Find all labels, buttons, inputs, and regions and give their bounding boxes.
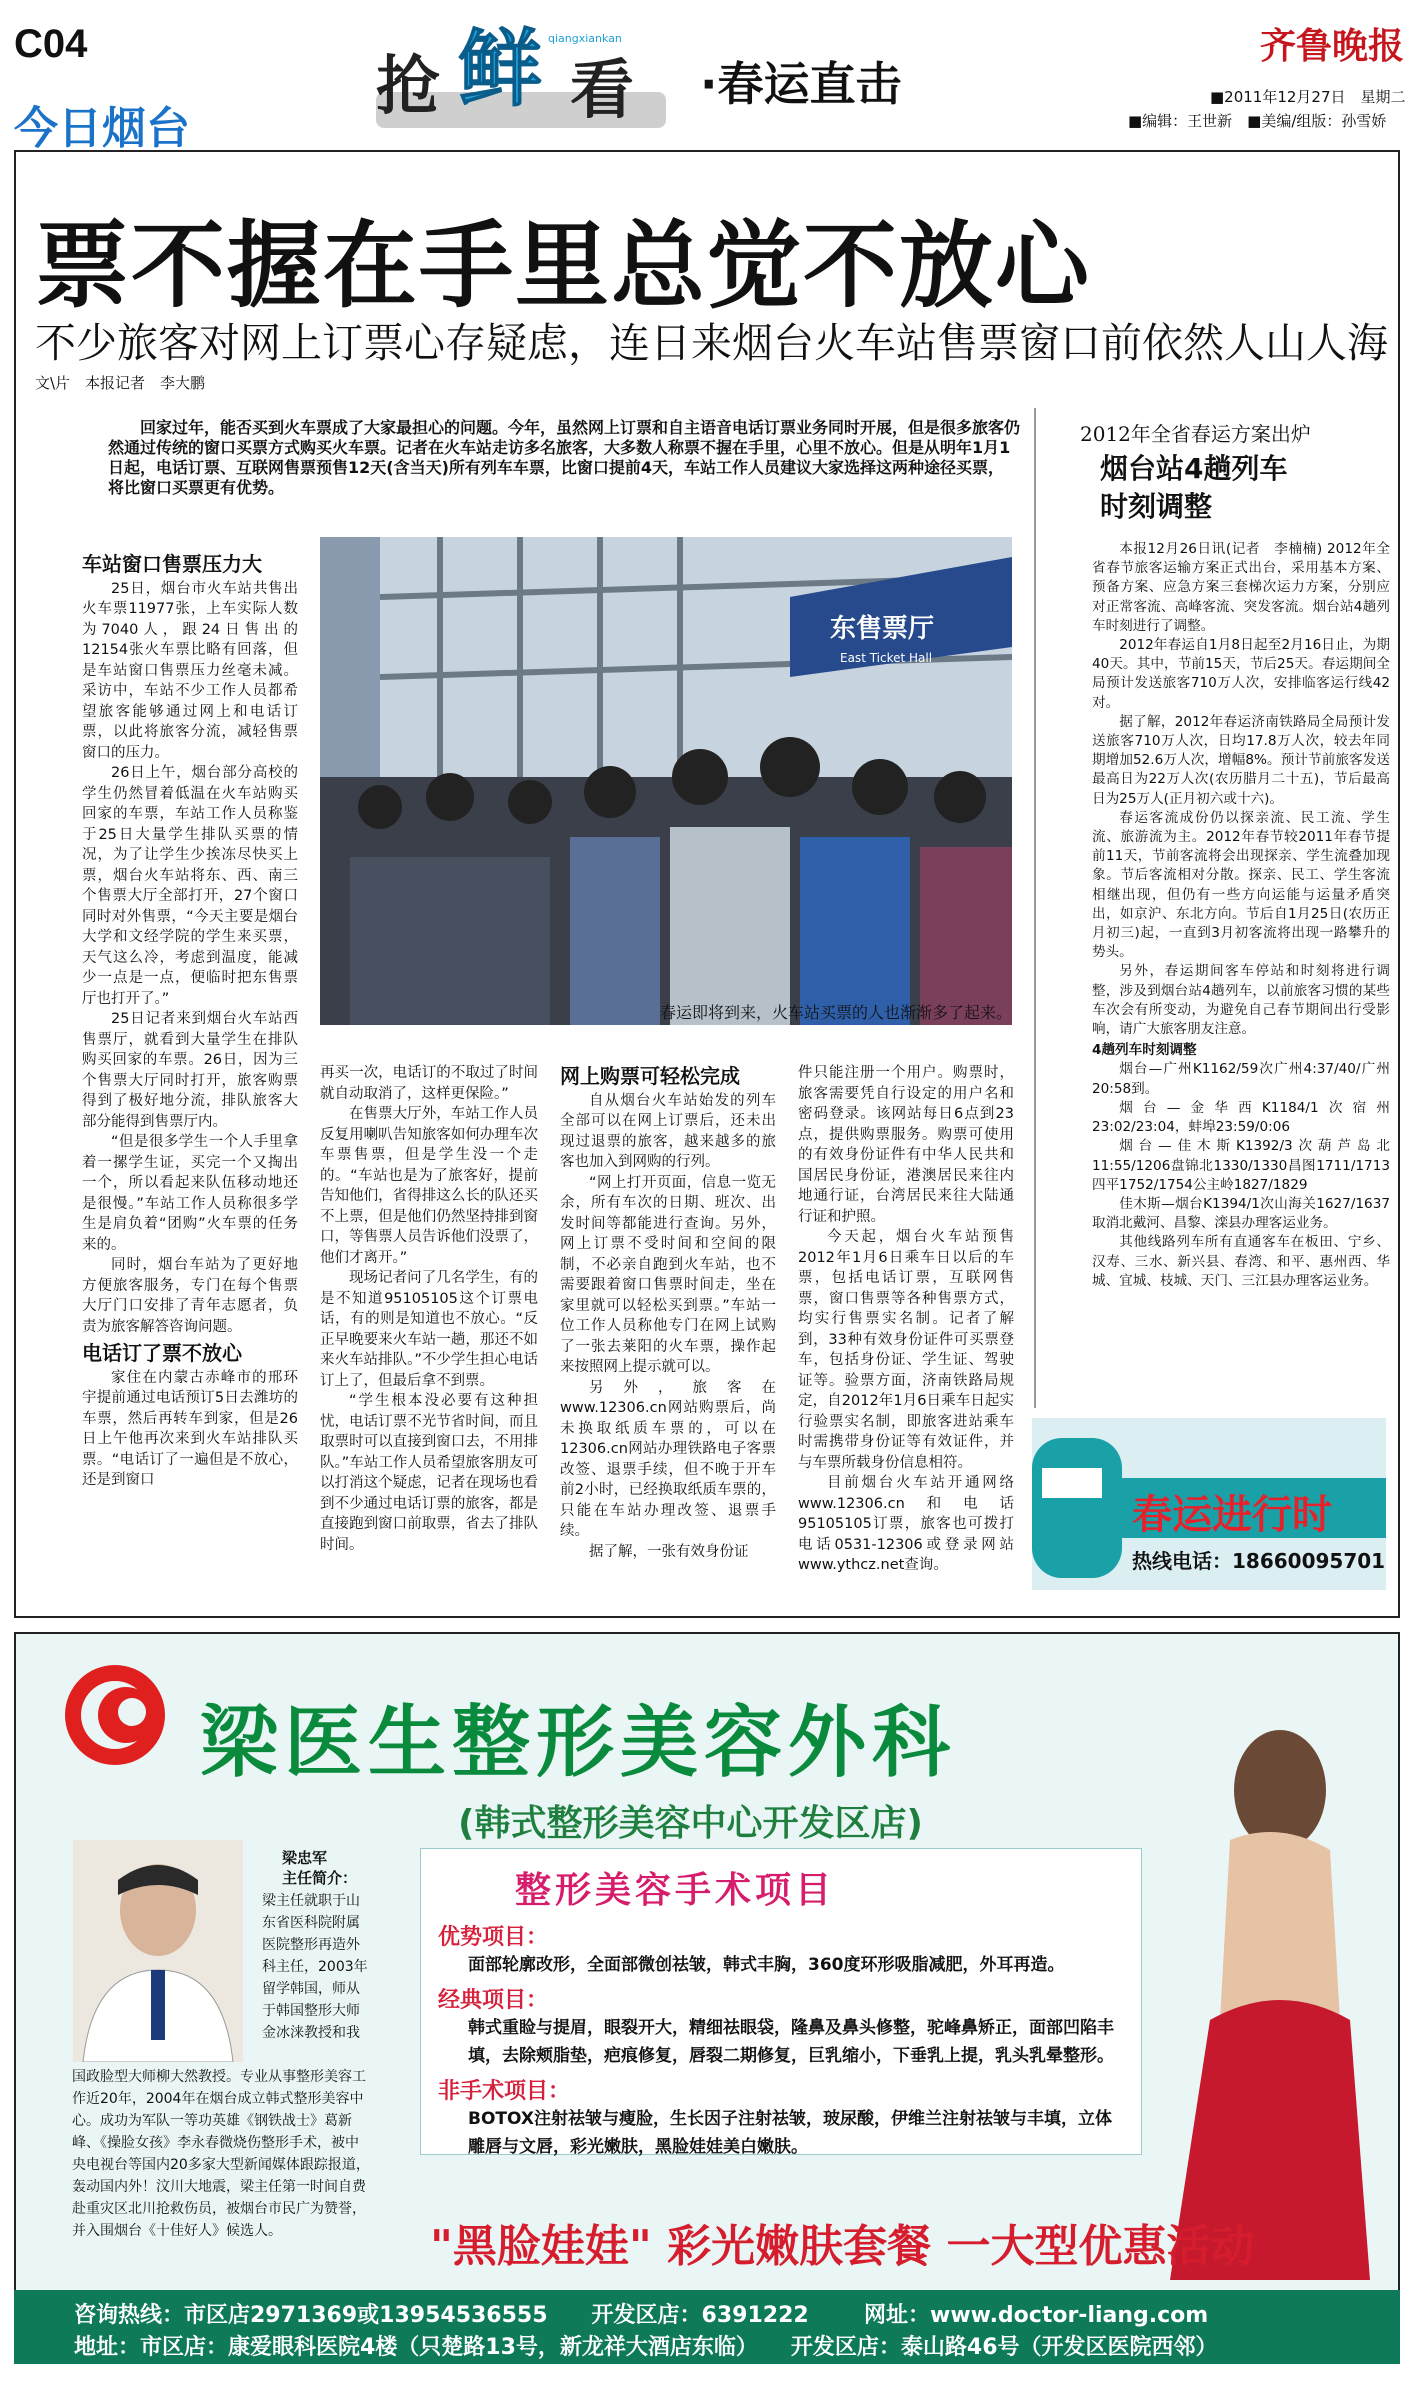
hotline-label: 热线电话： bbox=[1132, 1549, 1232, 1573]
subheadline: 不少旅客对网上订票心存疑虑，连日来烟台火车站售票窗口前依然人山人海 bbox=[35, 319, 1388, 367]
paragraph: 另外，春运期间客车停站和时刻将进行调整，涉及到烟台站4趟列车，以前旅客习惯的某些车次会有所变动，为避免自己春节期间出行受影响，请广大旅客朋友注意。 bbox=[1092, 963, 1390, 1038]
paragraph: 再买一次，电话订的不取过了时间就自动取消了，这样更保险。” bbox=[320, 1065, 538, 1102]
schedule-item: 烟台—广州K1162/59次广州4:37/40/广州20:58到。 bbox=[1092, 1061, 1390, 1097]
byline: 文\片 本报记者 李大鹏 bbox=[35, 374, 206, 392]
consult-phones: 咨询热线：市区店2971369或13954536555 开发区店：6391222 bbox=[74, 2303, 809, 2328]
hotline-banner bbox=[1032, 1418, 1386, 1590]
column-logo bbox=[370, 12, 680, 134]
clinic-logo-icon bbox=[60, 1660, 170, 1770]
paragraph: 25日记者来到烟台火车站西售票厅，就看到大量学生在排队购买回家的车票。26日，因为三个售票大厅同时打开，旅客购票得到了极好地分流，排队旅客大部分能得到售票厅内。 bbox=[82, 1011, 298, 1130]
schedule-item: 烟台—金华西K1184/1次宿州23:02/23:04，蚌埠23:59/0:06 bbox=[1092, 1099, 1390, 1136]
clinic-name: 梁医生整形美容外科 bbox=[200, 1698, 957, 1788]
website: 网址：www.doctor-liang.com bbox=[864, 2303, 1209, 2328]
nonsurgical-heading: 非手术项目： bbox=[438, 2079, 571, 2104]
station-sign: 东售票厅 bbox=[830, 614, 935, 644]
classic-heading: 经典项目： bbox=[438, 1988, 549, 2013]
projects-title: 整形美容手术项目 bbox=[515, 1870, 836, 1911]
advantage-text: 面部轮廓改形，全面部微创祛皱，韩式丰胸，360度环形吸脂减肥，外耳再造。 bbox=[468, 1955, 1065, 1975]
svg-text:抢: 抢 bbox=[376, 50, 440, 124]
paragraph: “但是很多学生一个人手里拿着一摞学生证，买完一个又掏出一个，所以看起来队伍移动地还是很慢。”车站工作人员称很多学生是肩负着“团购”火车票的任务来的。 bbox=[82, 1134, 298, 1253]
paragraph: 2012年春运自1月8日起至2月16日止，为期40天。其中，节前15天，节后25天。春运期间全局预计发送旅客710万人次，安排临客运行线42对。 bbox=[1092, 637, 1390, 711]
addresses: 地址：市区店：康爱眼科医院4楼（只楚路13号，新龙祥大酒店东临） 开发区店：泰山路46号（开发区医院西邻） bbox=[74, 2335, 1218, 2360]
promo-banner: "黑脸娃娃" 彩光嫩肤套餐 一大型优惠活动 bbox=[430, 2221, 1255, 2272]
nonsurgical-text: BOTOX注射祛皱与瘦脸，生长因子注射祛皱，玻尿酸，伊维兰注射祛皱与丰填，立体雕唇与文唇，彩光嫩肤，黑脸娃娃美白嫩肤。 bbox=[468, 2109, 1112, 2157]
hotline-title: 春运进行时 bbox=[1132, 1492, 1332, 1538]
article-column-2 bbox=[320, 1063, 538, 1555]
paragraph: 25日，烟台市火车站共售出火车票11977张，上车实际人数为7040人，跟24日售出的12154张火车票比略有回落，但是车站窗口售票压力丝毫未减。采访中，车站不少工作人员都希望旅客能够通过网上和电话订票，以此将旅客分流，减轻售票窗口的压力。 bbox=[82, 580, 298, 761]
schedule-item: 其他线路列车所有直通客车在板田、宁乡、汉寿、三水、新兴县、春湾、和平、惠州西、华城、宜城、枝城、天门、三江县办理客运业务。 bbox=[1092, 1234, 1390, 1289]
crowd-photo bbox=[320, 537, 1012, 1025]
doctor-bio-2: 国政脸型大师柳大然教授。专业从事整形美容工作近20年，2004年在烟台成立韩式整形美容中心。成功为军队一等功英雄《钢铁战士》葛新峰、《操脸女孩》李永春微烧伤整形手术，被中央电视台等国内20多家大型新闻媒体跟踪报道，轰动国内外！汶川大地震，梁主任第一时间自费赴重灾区北川抢救伤员，被烟台市民广为赞誉，并入围烟台《十佳好人》候选人。 bbox=[72, 2069, 370, 2239]
svg-text:鲜: 鲜 bbox=[458, 20, 543, 118]
logo-graphic bbox=[370, 12, 680, 134]
sidebar-kicker: 2012年全省春运方案出炉 bbox=[1080, 422, 1311, 446]
hotline-number: 18660095701 bbox=[1232, 1549, 1386, 1573]
paragraph: 据了解，2012年春运济南铁路局全局预计发送旅客710万人次，日均17.8万人次，较去年同期增加52.6万人次，增幅8%。预计节前旅客发送最高日为22万人次(农历腊月二十五)，节后最高日为25万人(正月初六或十六)。 bbox=[1092, 713, 1390, 807]
article-column-1 bbox=[82, 548, 298, 1491]
doctor-photo bbox=[73, 1840, 243, 2062]
paragraph: 同时，烟台车站为了更好地方便旅客服务，专门在每个售票大厅门口安排了青年志愿者，负责为旅客解答咨询问题。 bbox=[82, 1257, 298, 1335]
paragraph: 26日上午，烟台部分高校的学生仍然冒着低温在火车站购买回家的车票，车站工作人员称鉴于25日大量学生排队买票的情况，为了让学生少挨冻尽快买上票，烟台火车站将东、西、南三个售票大厅全部打开，27个窗口同时对外售票，“今天主要是烟台大学和文经学院的学生来买票，天气这么冷，考虑到温度，能减少一点是一点，便临时把东售票厅也打开了。” bbox=[82, 765, 298, 1007]
newspaper-brand: 齐鲁晚报 bbox=[1260, 25, 1405, 67]
sidebar-title-line-1: 烟台站4趟列车 bbox=[1100, 452, 1288, 485]
article-column-3 bbox=[560, 1060, 776, 1562]
editor-credit: ■编辑：王世新 ■美编/组版：孙雪娇 bbox=[1128, 112, 1387, 130]
lead-paragraph: 回家过年，能否买到火车票成了大家最担心的问题。今年，虽然网上订票和自主语音电话订票业务同时开展，但是很多旅客仍然通过传统的窗口买票方式购买火车票。记者在火车站走访多名旅客，大多数人称票不握在手里，心里不放心。但是从明年1月1日起，电话订票、互联网售票预售12天(含当天)所有列车车票，比窗口提前4天，车站工作人员建议大家选择这两种途径买票，将比窗口买票更有优势。 bbox=[108, 418, 1021, 497]
section-title: 今日烟台 bbox=[14, 103, 190, 154]
headline: 票不握在手里总觉不放心 bbox=[35, 212, 1092, 321]
svg-text:qiangxiankan: qiangxiankan bbox=[548, 32, 622, 45]
sidebar-title bbox=[1100, 450, 1287, 526]
column-tag: ·春运直击 bbox=[700, 57, 902, 111]
paragraph: 件只能注册一个用户。购票时，旅客需要凭自行设定的用户名和密码登录。该网站每日6点到23点，提供购票服务。购票可使用的有效身份证件有中华人民共和国居民身份证，港澳居民来往内地通行证，台湾居民来往大陆通行证和护照。 bbox=[798, 1065, 1014, 1225]
paragraph: 现场记者问了几名学生，有的是不知道95105105这个订票电话，有的则是知道也不放心。“反正早晚要来火车站一趟，那还不如来火车站排队。”不少学生担心电话订上了，但最后拿不到票。 bbox=[320, 1270, 538, 1389]
sidebar-body bbox=[1092, 540, 1390, 1291]
paragraph: “网上打开页面，信息一览无余，所有车次的日期、班次、出发时间等都能进行查询。另外，网上订票不受时间和空间的限制，不必亲自跑到火车站，也不需要跟着窗口售票时间走，坐在家里就可以轻松买到票。”车站一位工作人员称他专门在网上试购了一张去莱阳的火车票，操作起来按照网上提示就可以。 bbox=[560, 1174, 776, 1375]
section-heading: 电话订了票不放心 bbox=[82, 1341, 242, 1365]
issue-date: ■2011年12月27日 星期二 bbox=[1210, 88, 1406, 106]
project-list bbox=[438, 1920, 1128, 2161]
clinic-branch: (韩式整形美容中心开发区店) bbox=[458, 1803, 923, 1844]
column-divider bbox=[1034, 408, 1036, 1408]
page-code: C04 bbox=[14, 22, 88, 66]
sidebar-title-line-2: 时刻调整 bbox=[1100, 490, 1213, 523]
model-photo bbox=[1170, 1720, 1370, 2280]
paragraph: 据了解，一张有效身份证 bbox=[589, 1543, 749, 1560]
svg-text:看: 看 bbox=[570, 54, 634, 128]
paragraph: 另外，旅客在www.12306.cn网站购票后，尚未换取纸质车票的，可以在12306.cn网站办理铁路电子客票改签、退票手续，但不晚于开车前2小时，已经换取纸质车票的，只能在车站办理改签、退票手续。 bbox=[560, 1379, 776, 1539]
paragraph: 家住在内蒙古赤峰市的邢环宇提前通过电话预订5日去潍坊的车票，然后再转车到家，但是26日上午他再次来到火车站排队买票。“电话订了一遍但是不放心，还是到窗口 bbox=[82, 1369, 298, 1488]
train-banner-graphic bbox=[1032, 1418, 1386, 1590]
article-column-4 bbox=[798, 1063, 1014, 1576]
doctor-name bbox=[282, 1848, 357, 1888]
schedule-item: 佳木斯—烟台K1394/1次山海关1627/1637取消北戴河、昌黎、滦县办理客运业务。 bbox=[1092, 1195, 1390, 1232]
doctor-bio-1: 梁主任就职于山东省医科院附属医院整形再造外科主任，2003年留学韩国，师从于韩国整形大师金冰涞教授和我 bbox=[262, 1893, 368, 2041]
advantage-heading: 优势项目： bbox=[438, 1925, 549, 1950]
paragraph: 在售票大厅外，车站工作人员反复用喇叭告知旅客如何办理车次车票售票，但是学生没一个走的。“车站也是为了旅客好，提前告知他们，省得排这么长的队还买不上票，但是他们仍然坚持排到窗口，等售票人员告诉他们没票了，他们才离开。” bbox=[320, 1106, 538, 1266]
classic-text: 韩式重睑与提眉，眼裂开大，精细祛眼袋，隆鼻及鼻头修整，驼峰鼻矫正，面部凹陷丰填，去除颊脂垫，疤痕修复，唇裂二期修复，巨乳缩小，下垂乳上提，乳头乳晕整形。 bbox=[468, 2018, 1114, 2066]
contact-bar bbox=[14, 2290, 1400, 2364]
schedule-heading: 4趟列车时刻调整 bbox=[1092, 1042, 1197, 1059]
section-heading: 网上购票可轻松完成 bbox=[560, 1064, 740, 1088]
doctor-name-text: 梁忠军 bbox=[282, 1849, 328, 1867]
paragraph: 本报12月26日讯(记者 李楠楠) 2012年全省春节旅客运输方案正式出台，采用基本方案、预备方案、应急方案三套梯次运力方案，分别应对正常客流、高峰客流、突发客流。烟台站4趟列车时刻进行了调整。 bbox=[1092, 541, 1390, 634]
schedule-item: 烟台—佳木斯K1392/3次葫芦岛北11:55/1206盘锦北1330/1330昌图1711/1713四平1752/1754公主岭1827/1829 bbox=[1092, 1138, 1390, 1193]
section-heading: 车站窗口售票压力大 bbox=[82, 552, 262, 576]
doctor-role: 主任简介： bbox=[282, 1869, 358, 1887]
photo-caption: 春运即将到来，火车站买票的人也渐渐多了起来。 bbox=[659, 1003, 1012, 1022]
station-sign-en: East Ticket Hall bbox=[840, 651, 933, 665]
paragraph: 春运客流成份仍以探亲流、民工流、学生流、旅游流为主。2012年春节较2011年春节提前11天，节前客流将会出现探亲、学生流叠加现象。节后客流相对分散。探亲、民工、学生客流相继出现，但仍有一些方向运能与运量矛盾突出，如京沪、东北方向。节后自1月25日(农历正月初三)起，一直到3月初客流将出现一路攀升的势头。 bbox=[1092, 809, 1390, 961]
paragraph: 自从烟台火车站始发的列车全部可以在网上订票后，还未出现过退票的旅客，越来越多的旅客也加入到网购的行列。 bbox=[560, 1092, 776, 1170]
paragraph: 目前烟台火车站开通网络www.12306.cn和电话95105105订票，旅客也可拨打电话0531-12306或登录网站www.ythcz.net查询。 bbox=[798, 1475, 1014, 1573]
news-photo bbox=[320, 537, 1012, 1025]
paragraph: “学生根本没必要有这种担忧，电话订票不光节省时间，而且取票时可以直接到窗口去，不用排队。”车站工作人员希望旅客朋友可以打消这个疑虑，记者在现场也看到不少通过电话订票的旅客，都是直接跑到窗口前取票，省去了排队时间。 bbox=[320, 1393, 538, 1553]
paragraph: 今天起，烟台火车站预售2012年1月6日乘车日以后的车票，包括电话订票，互联网售票，窗口售票等各种售票方式，均实行售票实名制。记者了解到，33种有效身份证件可买票登车，包括身份证、学生证、驾驶证等。验票方面，济南铁路局规定，自2012年1月6日乘车日起实行验票实名制，即旅客进站乘车时需携带身份证等有效证件，并与车票所载身份信息相符。 bbox=[798, 1229, 1014, 1471]
